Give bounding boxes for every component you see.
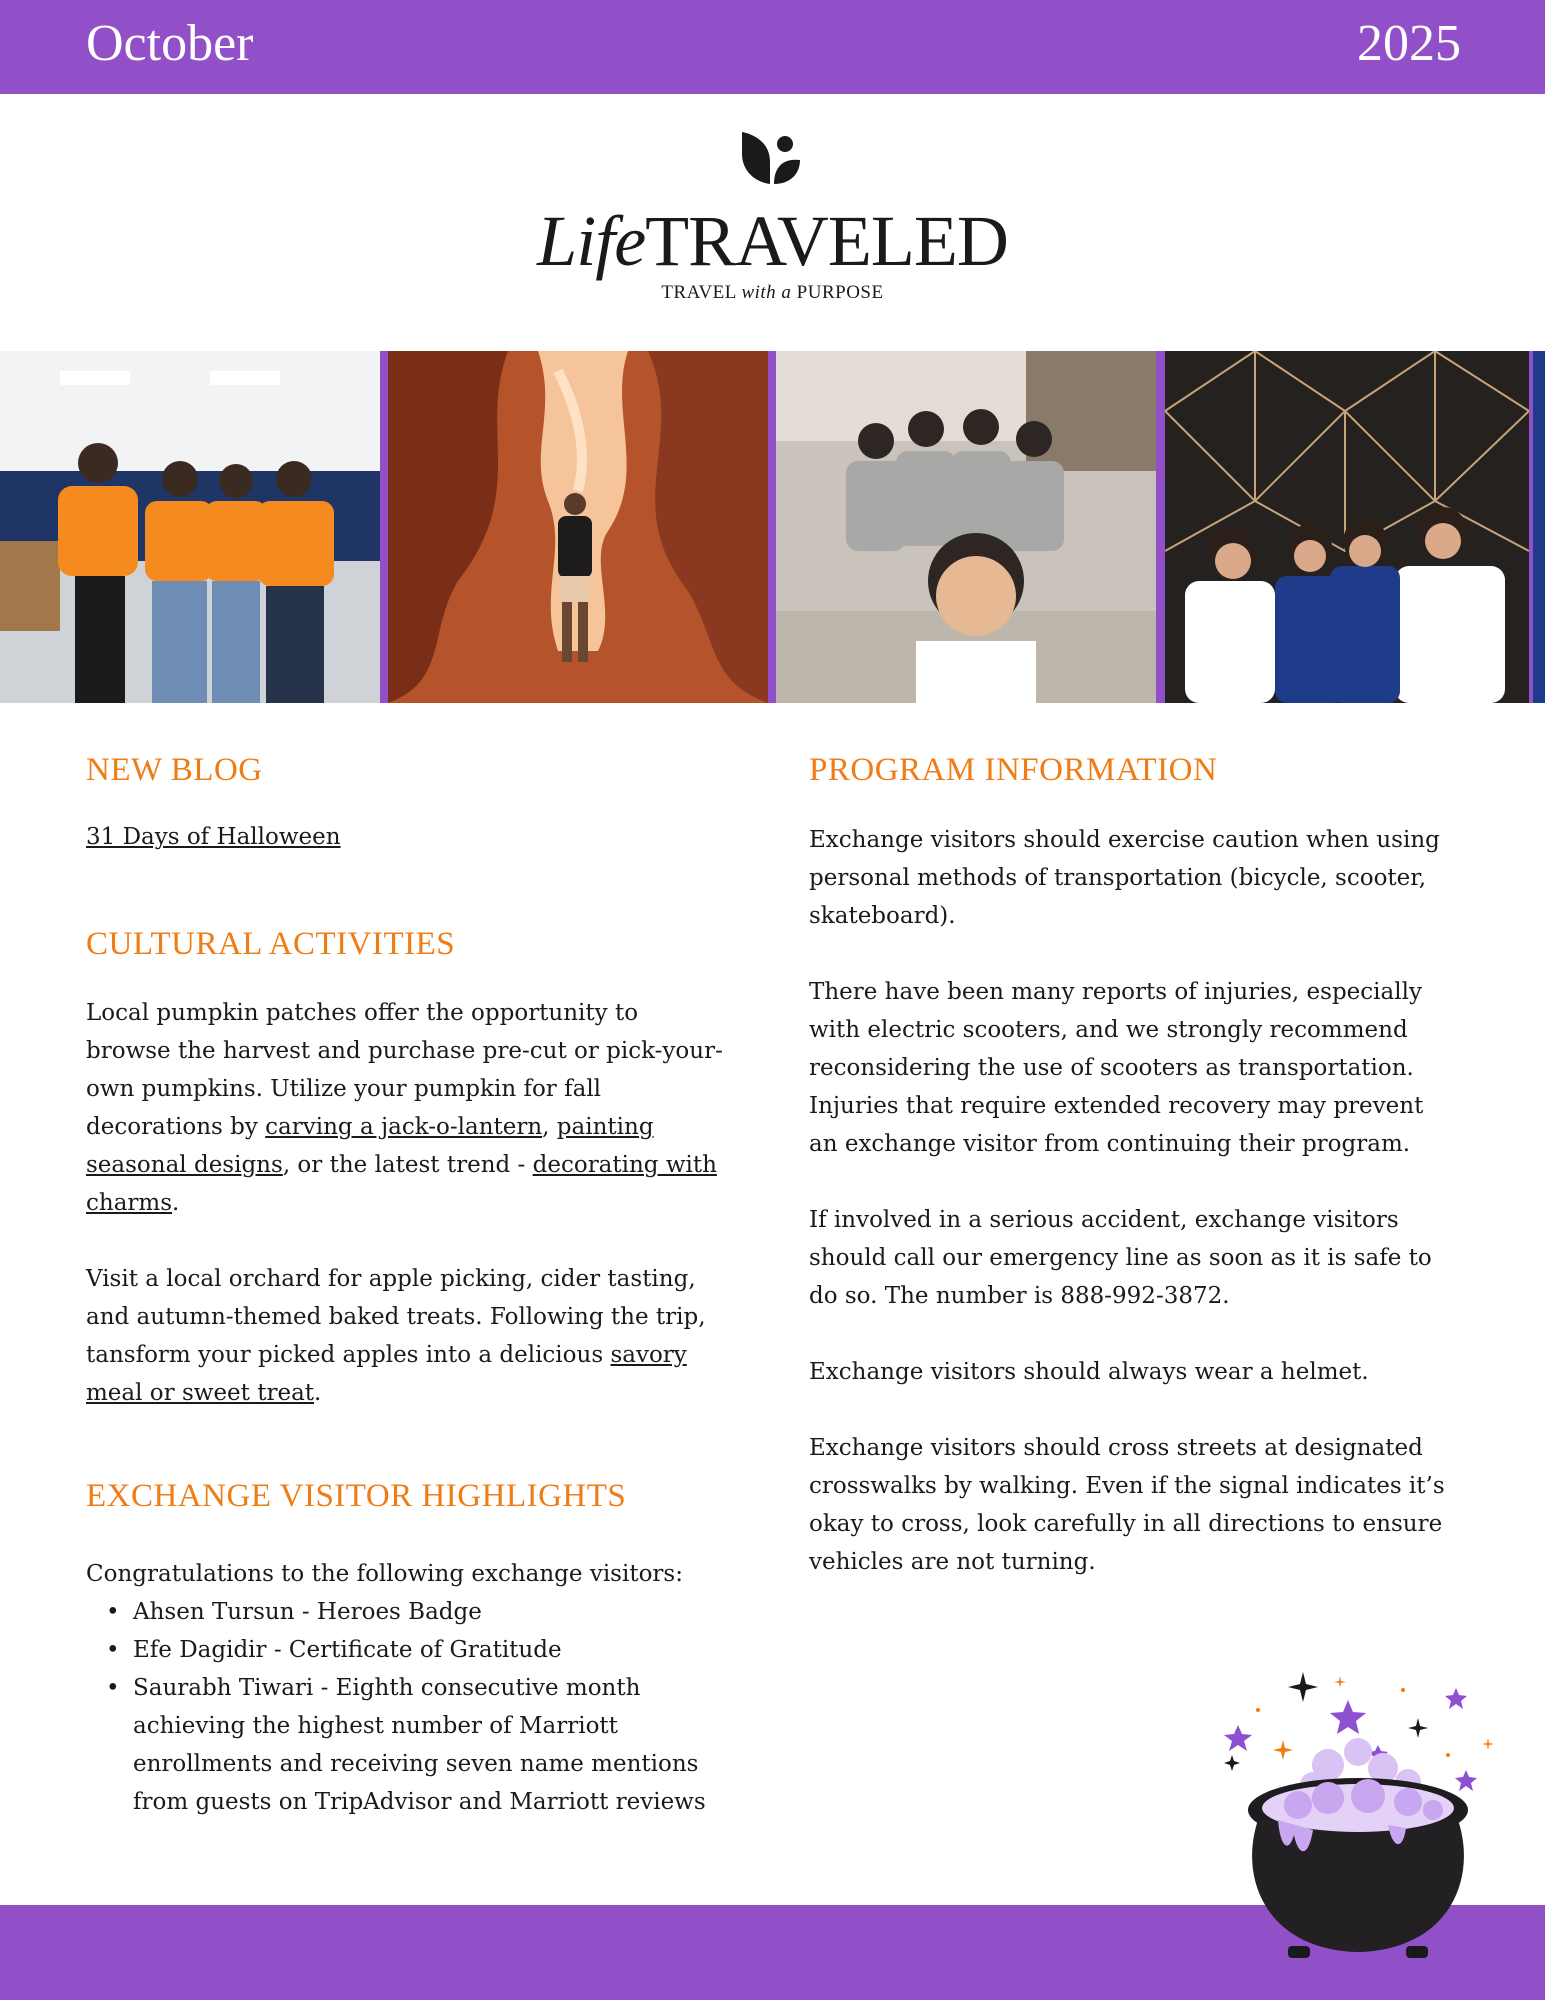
cultural-text: . xyxy=(314,1380,322,1406)
cultural-activities-heading: CULTURAL ACTIVITIES xyxy=(86,926,456,962)
link-savory-meal[interactable]: savory meal or sweet treat xyxy=(86,1342,687,1406)
photo-strip xyxy=(0,351,1545,703)
new-blog-heading: NEW BLOG xyxy=(86,752,263,788)
program-paragraph: There have been many reports of injuries, especially with electric scooters, and we strongly recommend reconsidering the use of scooters as transportation. Injuries that require extended recovery may prevent an exchange visitor from continuing their program. xyxy=(809,979,1424,1157)
program-paragraph: Exchange visitors should exercise caution when using personal methods of transportation (bicycle, scooter, skateboard). xyxy=(809,827,1440,929)
new-blog-body xyxy=(86,818,736,856)
link-carving[interactable]: carving a jack-o-lantern xyxy=(265,1114,543,1140)
highlights-intro: Congratulations to the following exchange visitors: xyxy=(86,1561,683,1587)
tagline-part-3: PURPOSE xyxy=(791,282,884,303)
blog-link-halloween[interactable]: 31 Days of Halloween xyxy=(86,824,341,850)
program-paragraph: Exchange visitors should always wear a helmet. xyxy=(809,1359,1369,1385)
header-bar xyxy=(0,0,1545,94)
program-information-body xyxy=(809,821,1449,1581)
cultural-text: , or the latest trend - xyxy=(282,1152,533,1178)
brand-tagline xyxy=(0,282,1545,304)
cauldron-icon xyxy=(1218,1660,1498,1960)
cultural-text: . xyxy=(172,1190,180,1216)
cultural-paragraph-2 xyxy=(86,1260,726,1412)
cultural-paragraph-1 xyxy=(86,994,726,1222)
header-month: October xyxy=(86,15,254,72)
cultural-text: Visit a local orchard for apple picking, cider tasting, and autumn-themed baked treats. Following the trip, tansform your picked apples into a delicious xyxy=(86,1266,706,1368)
tagline-part-2: with a xyxy=(741,282,792,303)
photo-team-selfie xyxy=(776,351,1156,703)
cultural-text: , xyxy=(542,1114,557,1140)
brand-traveled: TRAVELED xyxy=(645,201,1008,281)
highlight-item: • Efe Dagidir - Certificate of Gratitude xyxy=(86,1631,746,1669)
logo-leaf-icon xyxy=(740,128,802,190)
photo-team-orange-shirts xyxy=(0,351,380,703)
photo-strip-edge xyxy=(1533,351,1545,703)
cultural-activities-body xyxy=(86,994,726,1412)
program-paragraph: If involved in a serious accident, exchange visitors should call our emergency line as soon as it is safe to do so. The number is 888-992-3872. xyxy=(809,1207,1432,1309)
brand-life: Life xyxy=(537,201,646,281)
link-painting[interactable]: painting seasonal designs xyxy=(86,1114,654,1178)
photo-slot-canyon xyxy=(388,351,768,703)
photo-team-geometric-wall xyxy=(1165,351,1529,703)
highlight-item: • Saurabh Tiwari - Eighth consecutive month achieving the highest number of Marriott enrollments and receiving seven name mentions from guests on TripAdvisor and Marriott reviews xyxy=(86,1669,746,1821)
link-decorating[interactable]: decorating with charms xyxy=(86,1152,717,1216)
highlights-heading: EXCHANGE VISITOR HIGHLIGHTS xyxy=(86,1478,627,1514)
cultural-text: Local pumpkin patches offer the opportunity to browse the harvest and purchase pre-cut or pick-your-own pumpkins. Utilize your pumpkin for fall decorations by xyxy=(86,1000,723,1140)
program-information-heading: PROGRAM INFORMATION xyxy=(809,752,1218,788)
highlights-list xyxy=(86,1593,746,1821)
program-paragraph: Exchange visitors should cross streets at designated crosswalks by walking. Even if the signal indicates it’s okay to cross, look carefully in all directions to ensure vehicles are not turning. xyxy=(809,1435,1445,1575)
highlights-body xyxy=(86,1555,746,1821)
highlight-item: • Ahsen Tursun - Heroes Badge xyxy=(86,1593,746,1631)
brand-logo-text xyxy=(0,200,1545,283)
header-year: 2025 xyxy=(1357,15,1461,72)
tagline-part-1: TRAVEL xyxy=(661,282,742,303)
